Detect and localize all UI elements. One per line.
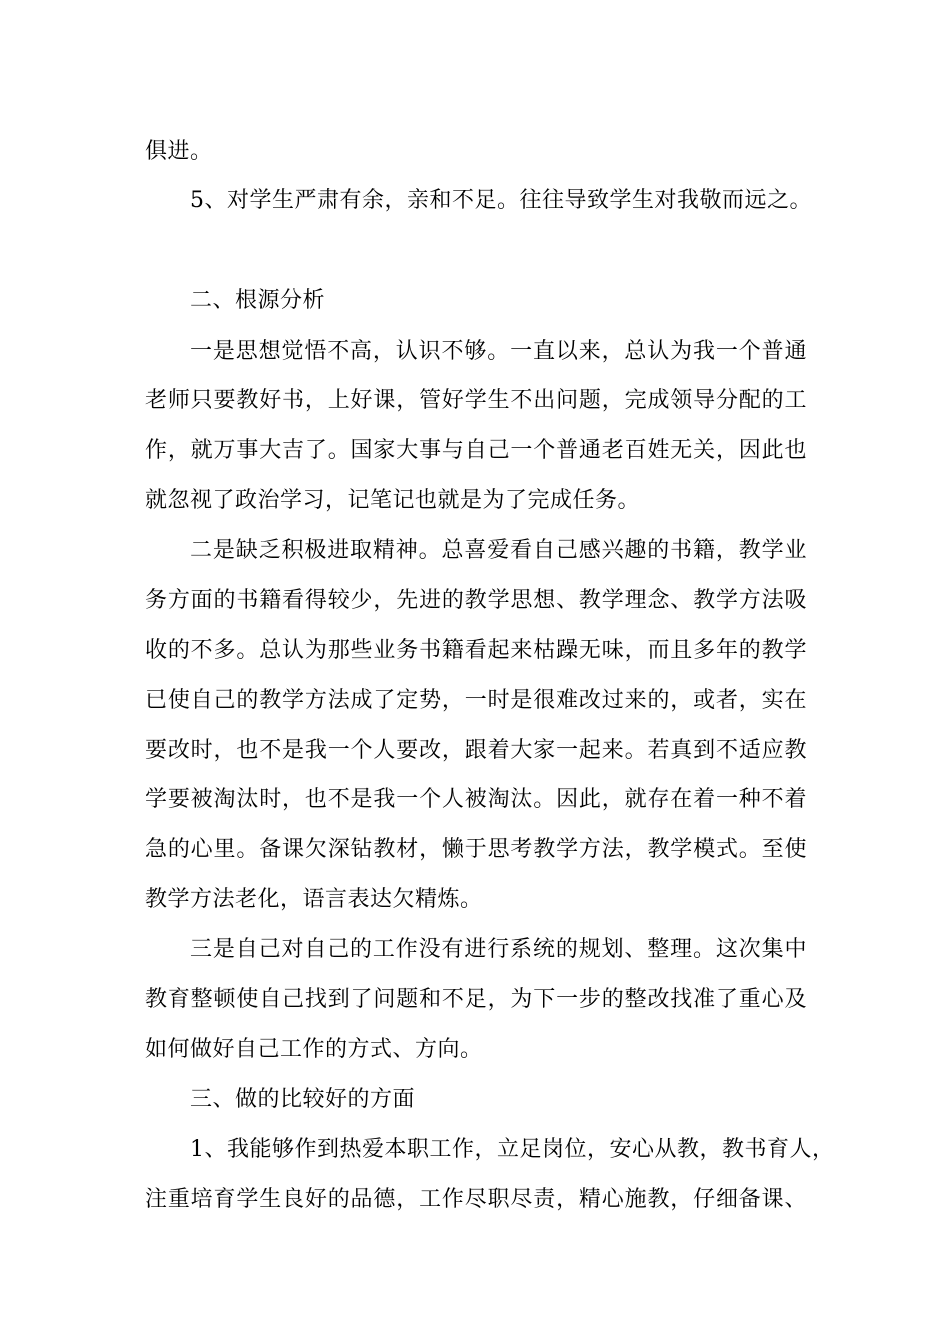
paragraph-line: 注重培育学生良好的品德，工作尽职尽责，精心施教，仔细备课、 <box>145 1187 807 1212</box>
section-heading: 三、做的比较好的方面 <box>190 1087 416 1112</box>
paragraph-line: 已使自己的教学方法成了定势，一时是很难改过来的，或者，实在 <box>145 688 807 713</box>
paragraph-line: 三是自己对自己的工作没有进行系统的规划、整理。这次集中 <box>190 937 807 962</box>
paragraph-line: 急的心里。备课欠深钻教材，懒于思考教学方法，教学模式。至使 <box>145 837 807 862</box>
paragraph-line: 如何做好自己工作的方式、方向。 <box>145 1037 483 1062</box>
paragraph-line: 学要被淘汰时，也不是我一个人被淘汰。因此，就存在着一种不着 <box>145 787 807 812</box>
paragraph-line: 教学方法老化，语言表达欠精炼。 <box>145 887 483 912</box>
paragraph-line: 老师只要教好书，上好课，管好学生不出问题，完成领导分配的工 <box>145 388 807 413</box>
paragraph-line: 务方面的书籍看得较少，先进的教学思想、教学理念、教学方法吸 <box>145 588 807 613</box>
paragraph-line: 教育整顿使自己找到了问题和不足，为下一步的整改找准了重心及 <box>145 987 807 1012</box>
paragraph-line: 作，就万事大吉了。国家大事与自己一个普通老百姓无关，因此也 <box>145 438 807 463</box>
paragraph-line: 一是思想觉悟不高，认识不够。一直以来，总认为我一个普通 <box>190 339 807 364</box>
paragraph-line: 收的不多。总认为那些业务书籍看起来枯躁无味，而且多年的教学 <box>145 638 807 663</box>
paragraph-line: 俱进。 <box>145 139 213 164</box>
paragraph-line: 就忽视了政治学习，记笔记也就是为了完成任务。 <box>145 488 641 513</box>
list-item-line: 5、对学生严肃有余，亲和不足。往往导致学生对我敬而远之。 <box>190 188 812 213</box>
paragraph-line: 二是缺乏积极进取精神。总喜爱看自己感兴趣的书籍，教学业 <box>190 538 807 563</box>
list-item-line: 1、我能够作到热爱本职工作，立足岗位，安心从教，教书育人， <box>190 1137 835 1162</box>
section-heading: 二、根源分析 <box>190 288 326 313</box>
paragraph-line: 要改时，也不是我一个人要改，跟着大家一起来。若真到不适应教 <box>145 738 807 763</box>
